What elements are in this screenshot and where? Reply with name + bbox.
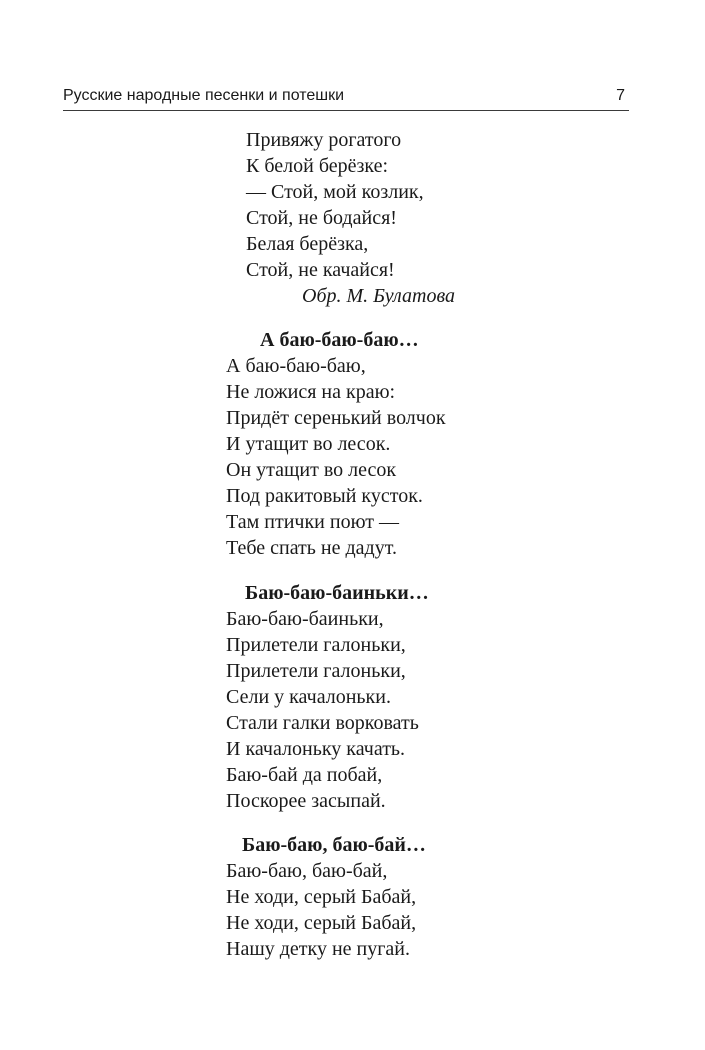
page-number: 7 — [616, 87, 625, 104]
verse-line: Прилетели галоньки, — [226, 660, 406, 682]
verse-line: Прилетели галоньки, — [226, 634, 406, 656]
verse-line: Не ложися на краю: — [226, 381, 396, 403]
verse-line: Привяжу рогатого — [246, 129, 402, 151]
verse-line: Поскорее засыпай. — [226, 790, 386, 812]
verse-line: К белой берёзке: — [246, 155, 389, 177]
poem-title: Баю-баю-баиньки… — [245, 582, 429, 604]
verse-line: Стой, не качайся! — [246, 259, 395, 281]
verse-line: А баю-баю-баю, — [226, 355, 366, 377]
verse-line: И утащит во лесок. — [226, 433, 391, 455]
verse-line: — Стой, мой козлик, — [246, 181, 424, 203]
poem-body — [226, 858, 416, 962]
verse-line: И качалоньку качать. — [226, 738, 406, 760]
verse-line: Нашу детку не пугай. — [226, 938, 411, 960]
verse-line: Стой, не бодайся! — [246, 207, 397, 229]
poem-fragment-continued — [246, 127, 455, 309]
verse-line: Там птички поют — — [226, 511, 399, 533]
verse-line: Баю-бай да побай, — [226, 764, 383, 786]
verse-line: Баю-баю, баю-бай, — [226, 860, 388, 882]
verse-line: Белая берёзка, — [246, 233, 369, 255]
verse-line: Стали галки ворковать — [226, 712, 419, 734]
running-title: Русские народные песенки и потешки — [63, 87, 345, 104]
verse-line: Не ходи, серый Бабай, — [226, 912, 417, 934]
poem-title: Баю-баю, баю-бай… — [242, 834, 426, 856]
verse-line: Баю-баю-баиньки, — [226, 608, 384, 630]
running-header — [63, 86, 629, 111]
poem-attribution: Обр. М. Булатова — [302, 285, 456, 307]
verse-line: Он утащит во лесок — [226, 459, 397, 481]
poem-body — [226, 606, 419, 814]
verse-line: Не ходи, серый Бабай, — [226, 886, 417, 908]
poem-title: А баю-баю-баю… — [260, 329, 419, 351]
verse-line: Под ракитовый кусток. — [226, 485, 423, 507]
poem-body — [226, 353, 446, 561]
verse-line: Сели у качалоньки. — [226, 686, 391, 708]
verse-line: Придёт серенький волчок — [226, 407, 446, 429]
verse-line: Тебе спать не дадут. — [226, 537, 397, 559]
